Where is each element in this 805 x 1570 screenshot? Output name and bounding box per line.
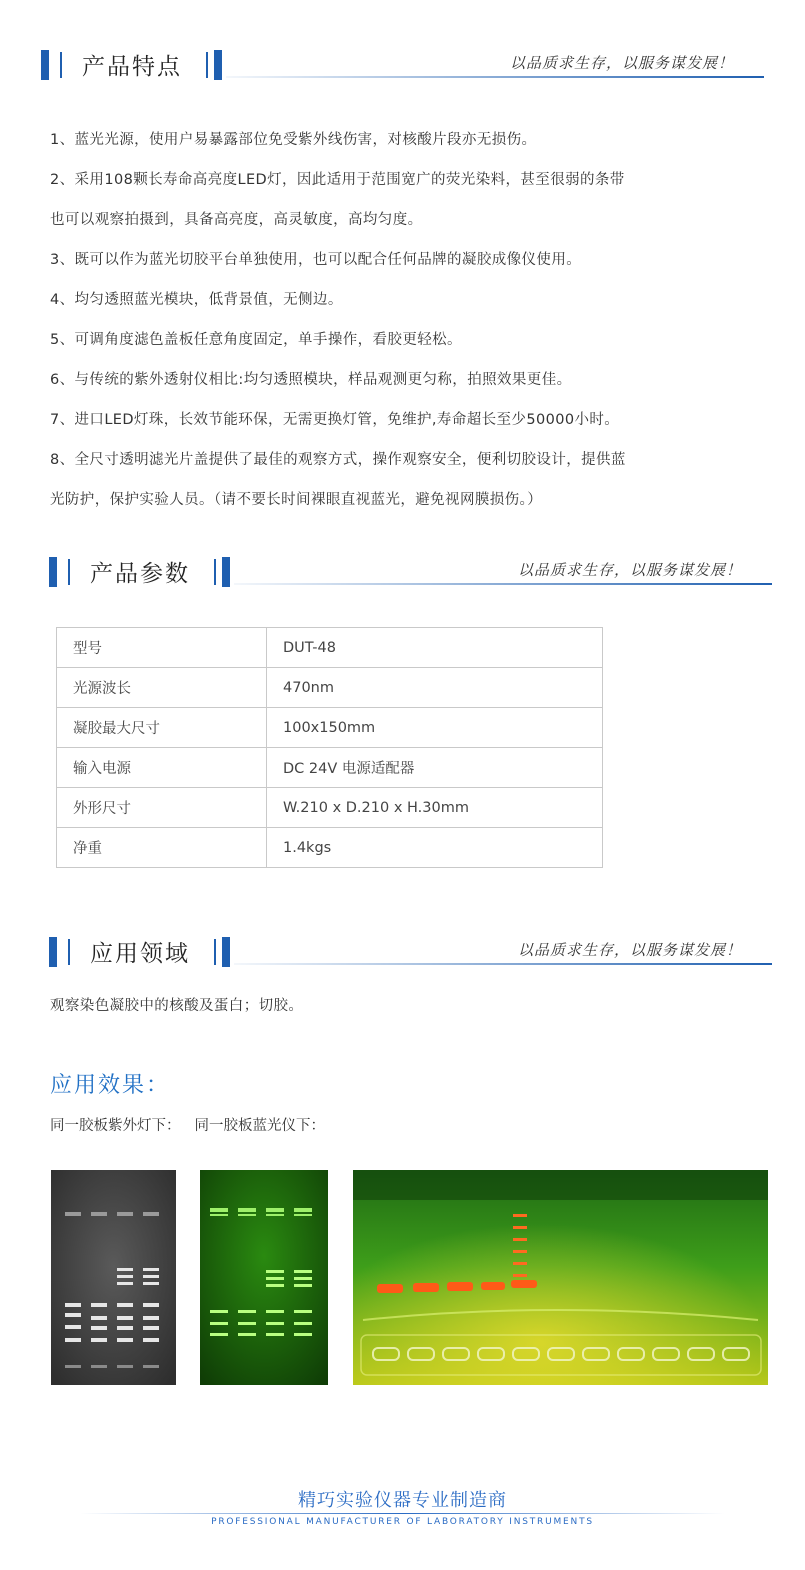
footer-title: 精巧实验仪器专业制造商 — [298, 1490, 507, 1511]
param-value: 100x150mm — [267, 708, 603, 748]
param-key: 型号 — [57, 628, 267, 668]
param-value: 1.4kgs — [267, 828, 603, 868]
effect-title: 应用效果： — [50, 1073, 171, 1098]
table-row — [57, 788, 603, 828]
features-section-header — [0, 50, 805, 90]
effect-captions — [50, 1114, 339, 1135]
table-row — [57, 748, 603, 788]
param-value: DUT-48 — [267, 628, 603, 668]
param-key: 净重 — [57, 828, 267, 868]
header-bar-right — [222, 557, 230, 587]
feature-line: 光防护，保护实验人员。（请不要长时间裸眼直视蓝光，避免视网膜损伤。） — [50, 492, 543, 508]
gel-image-transilluminator — [353, 1170, 768, 1385]
feature-line: 2、采用108颗长寿命高亮度LED灯，因此适用于范围宽广的荧光染料，甚至很弱的条带 — [50, 172, 625, 188]
section-slogan: 以品质求生存，以服务谋发展！ — [510, 54, 735, 72]
param-value: 470nm — [267, 668, 603, 708]
section-slogan: 以品质求生存，以服务谋发展！ — [518, 941, 743, 959]
feature-line: 也可以观察拍摄到，具备高亮度，高灵敏度，高均匀度。 — [50, 212, 423, 228]
gel-image-uv — [51, 1170, 176, 1385]
table-row — [57, 668, 603, 708]
header-bar-left-thin — [68, 559, 70, 585]
param-key: 输入电源 — [57, 748, 267, 788]
header-bar-left — [41, 50, 49, 80]
header-bar-right-thin — [214, 939, 216, 965]
table-row — [57, 828, 603, 868]
section-title: 应用领域 — [90, 941, 190, 967]
feature-line: 3、既可以作为蓝光切胶平台单独使用，也可以配合任何品牌的凝胶成像仪使用。 — [50, 252, 582, 268]
header-underline — [234, 963, 772, 965]
section-slogan: 以品质求生存，以服务谋发展！ — [518, 561, 743, 579]
header-bar-left — [49, 937, 57, 967]
header-bar-right-thin — [206, 52, 208, 78]
table-row — [57, 628, 603, 668]
param-key: 凝胶最大尺寸 — [57, 708, 267, 748]
header-bar-right — [222, 937, 230, 967]
header-underline — [226, 76, 764, 78]
gel-image-blue — [200, 1170, 328, 1385]
params-table — [56, 627, 603, 868]
feature-line: 7、进口LED灯珠，长效节能环保，无需更换灯管，免维护,寿命超长至少50000小时。 — [50, 412, 620, 428]
param-value: W.210 x D.210 x H.30mm — [267, 788, 603, 828]
param-key: 外形尺寸 — [57, 788, 267, 828]
param-value: DC 24V 电源适配器 — [267, 748, 603, 788]
header-bar-left-thin — [68, 939, 70, 965]
param-key: 光源波长 — [57, 668, 267, 708]
header-bar-right-thin — [214, 559, 216, 585]
feature-line: 5、可调角度滤色盖板任意角度固定，单手操作，看胶更轻松。 — [50, 332, 462, 348]
caption-uv: 同一胶板紫外灯下： — [50, 1118, 181, 1134]
footer-subtitle: PROFESSIONAL MANUFACTURER OF LABORATORY INSTRUMENTS — [211, 1517, 594, 1527]
apps-section-header — [0, 937, 805, 977]
section-title: 产品特点 — [82, 54, 182, 80]
feature-line: 6、与传统的紫外透射仪相比:均匀透照模块，样品观测更匀称，拍照效果更佳。 — [50, 372, 572, 388]
feature-line: 8、全尺寸透明滤光片盖提供了最佳的观察方式，操作观察安全，便利切胶设计，提供蓝 — [50, 452, 626, 468]
header-bar-right — [214, 50, 222, 80]
feature-line: 1、蓝光光源，使用户易暴露部位免受紫外线伤害，对核酸片段亦无损伤。 — [50, 132, 537, 148]
feature-list — [50, 120, 750, 520]
footer-divider — [80, 1513, 725, 1514]
params-section-header — [0, 557, 805, 597]
header-bar-left — [49, 557, 57, 587]
header-bar-left-thin — [60, 52, 62, 78]
applications-text: 观察染色凝胶中的核酸及蛋白；切胶。 — [50, 998, 304, 1014]
table-row — [57, 708, 603, 748]
caption-blue: 同一胶板蓝光仪下： — [194, 1118, 325, 1134]
section-title: 产品参数 — [90, 561, 190, 587]
feature-line: 4、均匀透照蓝光模块，低背景值，无侧边。 — [50, 292, 343, 308]
header-underline — [234, 583, 772, 585]
